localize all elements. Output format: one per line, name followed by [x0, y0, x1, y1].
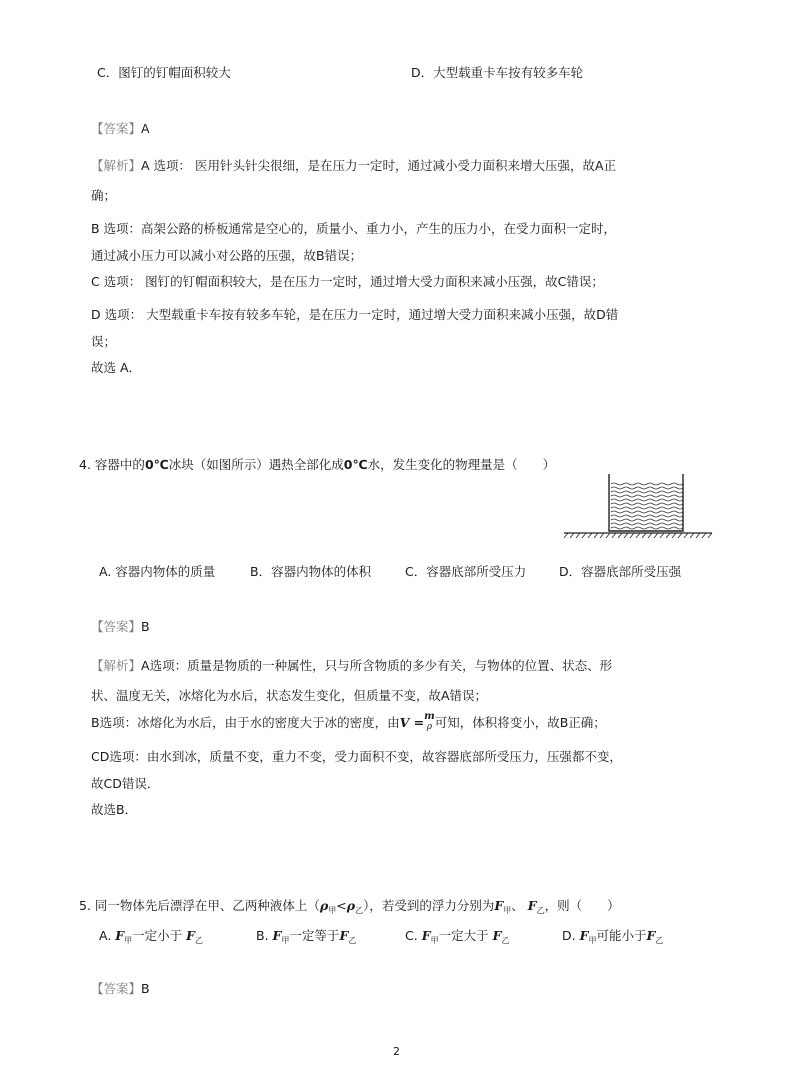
q4-analysis-a1: [91, 656, 612, 674]
force-symbol: F: [186, 928, 196, 943]
option-text: 一定等于: [289, 928, 340, 943]
density-formula-lhs: V =: [399, 715, 425, 730]
option-label: C.: [405, 928, 418, 943]
option-label: B.: [256, 928, 269, 943]
density-formula-fraction: [424, 712, 435, 732]
prev-option-d: D．大型载重卡车按有较多车轮: [411, 65, 584, 80]
prev-analysis-d1: D 选项： 大型载重卡车按有较多车轮，是在压力一定时，通过增大受力面积来减小压强，故D错: [91, 307, 619, 322]
q4-analysis-a2: 状、温度无关，冰熔化为水后，状态发生变化，但质量不变，故A错误；: [91, 688, 488, 703]
analysis-b-post: 可知，体积将变小，故B正确；: [434, 715, 606, 730]
q4-analysis-cd1: CD选项：由水到冰，质量不变，重力不变，受力面积不变，故容器底部所受压力，压强都不变，: [91, 749, 622, 764]
ground-hatching: [564, 533, 712, 538]
subscript-yi: 乙: [501, 936, 510, 945]
subscript-jia: 甲: [281, 936, 290, 945]
separator: 、: [511, 898, 524, 913]
prev-analysis-a1: [91, 156, 616, 174]
subscript-jia: 甲: [124, 936, 133, 945]
answer-tag: 【答案】: [91, 981, 142, 996]
analysis-text: A 选项： 医用针头针尖很细，是在压力一定时，通过减小受力面积来增大压强，故A正: [141, 158, 617, 173]
subscript-jia: 甲: [430, 936, 439, 945]
subscript-yi: 乙: [355, 906, 364, 915]
answer-value: B: [141, 981, 150, 996]
subscript-yi: 乙: [536, 906, 545, 915]
page-number: 2: [393, 1045, 400, 1058]
q5-option-d: [562, 926, 663, 944]
rho-symbol: ρ: [346, 898, 356, 913]
q4-option-b: B．容器内物体的体积: [250, 564, 372, 579]
subscript-jia: 甲: [503, 906, 512, 915]
less-than: <: [336, 898, 347, 913]
analysis-tag: 【解析】: [91, 158, 142, 173]
force-symbol: F: [115, 928, 125, 943]
subscript-jia: 甲: [588, 936, 597, 945]
subscript-yi: 乙: [348, 936, 357, 945]
force-symbol: F: [421, 928, 431, 943]
container-walls: [609, 474, 683, 531]
question-number: 5.: [79, 898, 91, 913]
force-symbol: F: [646, 928, 656, 943]
option-text: 一定小于: [132, 928, 183, 943]
prev-analysis-c: C 选项： 图钉的钉帽面积较大，是在压力一定时，通过增大受力面积来减小压强，故C错误；: [91, 274, 604, 289]
answer-value: B: [141, 619, 150, 634]
formula-numerator: m: [424, 710, 435, 722]
option-text: 可能小于: [596, 928, 647, 943]
force-symbol: F: [527, 898, 537, 913]
q5-text-c: ，则（ ）: [544, 898, 620, 913]
subscript-yi: 乙: [195, 936, 204, 945]
answer-value: A: [141, 121, 150, 136]
prev-answer-line: [91, 119, 150, 137]
q5-text-a: 同一物体先后漂浮在甲、乙两种液体上（: [94, 898, 320, 913]
q5-option-a: [99, 926, 203, 944]
force-symbol: F: [272, 928, 282, 943]
prev-analysis-b1: B 选项：高架公路的桥板通常是空心的，质量小、重力小，产生的压力小，在受力面积一定时，: [91, 221, 617, 236]
q4-option-c: C．容器底部所受压力: [405, 564, 527, 579]
option-text: 一定大于: [438, 928, 489, 943]
q4-text-c: 水，发生变化的物理量是（ ）: [367, 457, 556, 472]
formula-denominator: ρ: [426, 721, 433, 732]
answer-tag: 【答案】: [91, 619, 142, 634]
option-label: A.: [99, 928, 112, 943]
prev-analysis-d2: 误；: [91, 334, 117, 349]
q4-conclusion: 故选B．: [91, 802, 138, 817]
force-symbol: F: [579, 928, 589, 943]
q4-analysis-cd2: 故CD错误．: [91, 776, 160, 791]
q4-text-a: 容器中的: [94, 457, 145, 472]
prev-analysis-b2: 通过减小压力可以减小对公路的压强，故B错误；: [91, 248, 363, 263]
q4-temp-2: 0℃: [343, 457, 368, 472]
q5-option-c: [405, 926, 509, 944]
q5-stem: [79, 896, 620, 914]
q4-text-b: 冰块（如图所示）遇热全部化成: [168, 457, 344, 472]
q4-option-d: D．容器底部所受压强: [559, 564, 682, 579]
q5-answer-line: [91, 979, 150, 997]
q4-analysis-b: [91, 710, 606, 734]
prev-option-c: C．图钉的钉帽面积较大: [97, 65, 231, 80]
water-wavy-lines: [611, 483, 683, 529]
question-number: 4.: [79, 457, 91, 472]
q5-text-b: ），若受到的浮力分别为: [363, 898, 495, 913]
force-symbol: F: [494, 898, 504, 913]
q4-temp-1: 0℃: [144, 457, 169, 472]
rho-symbol: ρ: [319, 898, 329, 913]
q5-option-b: [256, 926, 356, 944]
analysis-text: A选项：质量是物质的一种属性，只与所含物质的多少有关，与物体的位置、状态、形: [141, 658, 613, 673]
subscript-yi: 乙: [655, 936, 664, 945]
force-symbol: F: [339, 928, 349, 943]
prev-conclusion: 故选 A．: [91, 360, 142, 375]
answer-tag: 【答案】: [91, 121, 142, 136]
prev-analysis-a2: 确；: [91, 188, 117, 203]
option-label: D.: [562, 928, 576, 943]
q4-option-a: A. 容器内物体的质量: [99, 564, 216, 579]
force-symbol: F: [492, 928, 502, 943]
q4-stem: [79, 455, 555, 473]
analysis-tag: 【解析】: [91, 658, 142, 673]
analysis-b-pre: B选项：冰熔化为水后，由于水的密度大于冰的密度，由: [91, 715, 400, 730]
q4-answer-line: [91, 617, 150, 635]
container-figure: [560, 468, 715, 543]
subscript-jia: 甲: [328, 906, 337, 915]
